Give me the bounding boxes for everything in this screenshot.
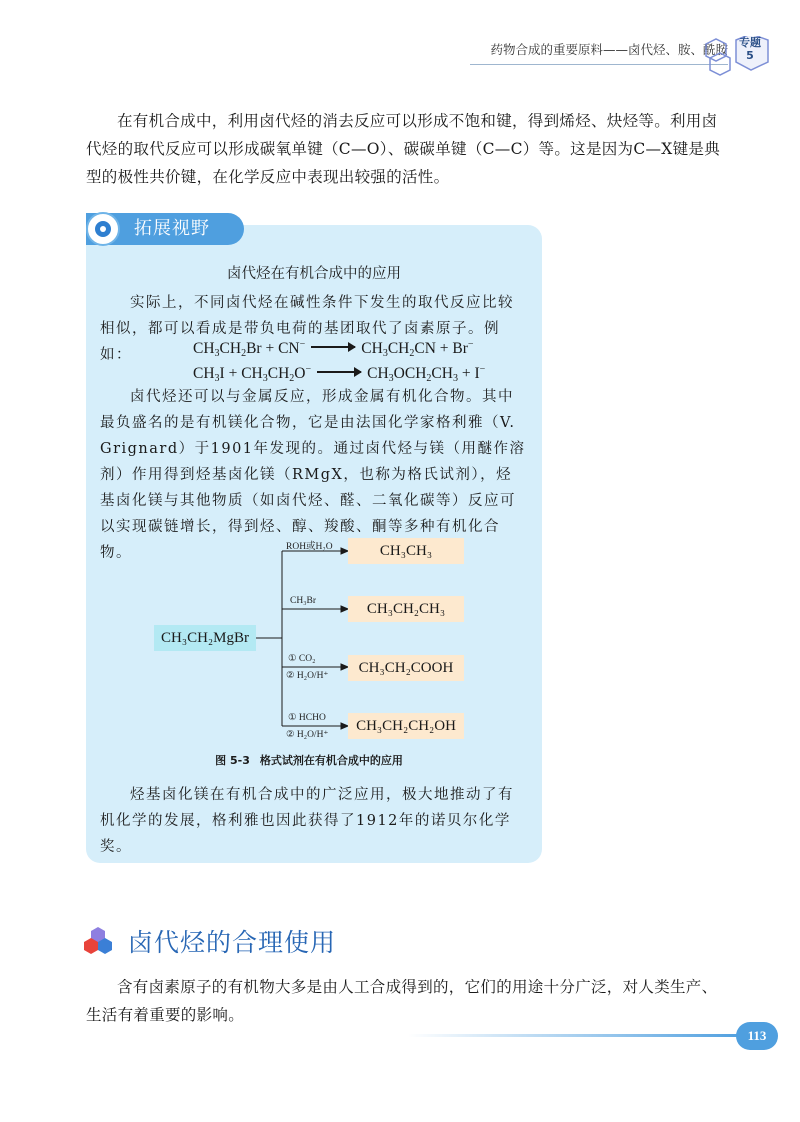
topic-number: 5 [746, 49, 754, 62]
section-title: 卤代烃的合理使用 [128, 928, 337, 957]
equation-1: $CH_3CH_2Br + CN^-$ $CH_3CH_2CN + Br^-$ [193, 339, 474, 359]
reaction-arrow-icon [317, 371, 361, 373]
equation-2: $CH_3I + CH_3CH_2O^-$ $CH_3OCH_2CH_3 + I^-$ [193, 364, 486, 384]
topic-badge [728, 36, 772, 62]
intro-paragraph: 在有机合成中，利用卤代烃的消去反应可以形成不饱和键，得到烯烃、炔烃等。利用卤代烃的取代反应可以形成碳氧单键（C—O）、碳碳单键（C—C）等。这是因为C—X键是典型的极性共价键，在化学反应中表现出较强的活性。 [86, 112, 721, 186]
section-paragraph: 含有卤素原子的有机物大多是由人工合成得到的，它们的用途十分广泛，对人类生产、生活有着重要的影响。 [86, 978, 718, 1024]
header-rule [470, 64, 728, 65]
product-box: CH₃CH₂CH₃ [348, 596, 464, 622]
figure-number: 图 5-3 [215, 754, 250, 767]
start-compound-box: CH₃CH₂MgBr [154, 625, 256, 651]
reaction-arrow-icon [311, 346, 355, 348]
figure-caption-text: 格式试剂在有机合成中的应用 [259, 754, 403, 767]
branch-reagent: ROH或H₂O [286, 542, 333, 552]
extension-tab-label: 拓展视野 [134, 218, 210, 239]
product-box: CH₃CH₂CH₂OH [348, 713, 464, 739]
extension-title: 卤代烃在有机合成中的应用 [227, 266, 401, 282]
figure-caption [86, 752, 542, 768]
topic-label: 专题 [739, 36, 761, 49]
footer-rule [408, 1034, 744, 1037]
extension-paragraph-2: 卤代烃还可以与金属反应，形成金属有机化合物。其中最负盛名的是有机镁化合物，它是由法国化学家格利雅（V. Grignard）于1901年发现的。通过卤代烃与镁（用醚作溶剂）作用得到烃基卤化镁（RMgX，也称为格氏试剂），烃基卤化镁与其他物质（如卤代烃、醛、二氧化碳等）反应可以实现碳链增长，得到烃、醇、羧酸、酮等多种有机化合物。 [100, 389, 526, 561]
cubes-icon [84, 926, 112, 954]
branch-reagent: CH₃Br [290, 596, 317, 606]
extension-paragraph-1: 实际上，不同卤代烃在碱性条件下发生的取代反应比较相似，都可以看成是带负电荷的基团取代了卤素原子。例如： [100, 295, 514, 363]
branch-reagent: ① HCHO [288, 713, 326, 723]
page-number: 113 [736, 1022, 778, 1050]
running-header-title: 药物合成的重要原料——卤代烃、胺、酰胺 [490, 42, 728, 57]
extension-paragraph-3: 烃基卤化镁在有机合成中的广泛应用，极大地推动了有机化学的发展，格利雅也因此获得了1912年的诺贝尔化学奖。 [100, 787, 514, 855]
branch-reagent: ① CO₂ [288, 654, 316, 664]
branch-reagent-step2: ② H₂O/H⁺ [286, 671, 329, 681]
product-box: CH₃CH₂COOH [348, 655, 464, 681]
eye-icon-pupil [100, 226, 106, 232]
branch-reagent-step2: ② H₂O/H⁺ [286, 730, 329, 740]
product-box: CH₃CH₃ [348, 538, 464, 564]
